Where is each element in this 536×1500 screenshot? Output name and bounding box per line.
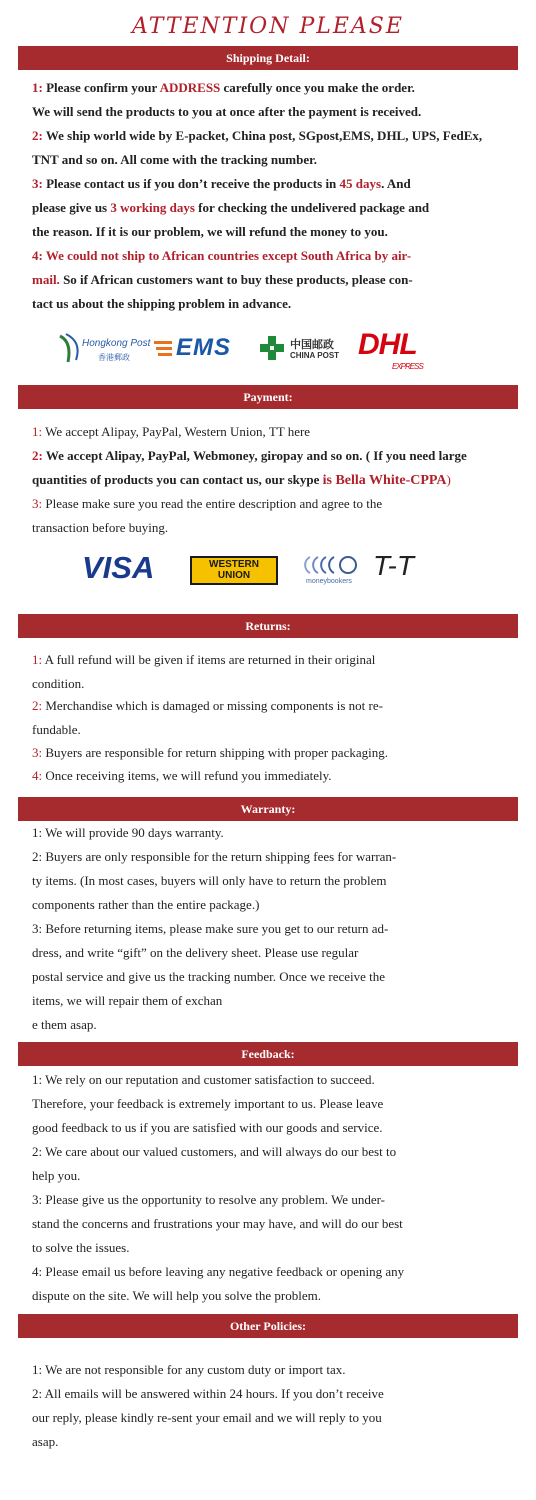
other-policies-line: 2: All emails will be answered within 24 hours. If you don’t receive	[32, 1386, 384, 1401]
tt-logo: T-T	[373, 550, 414, 581]
feedback-line: stand the concerns and frustrations your may have, and will do our best	[32, 1216, 403, 1231]
feedback-line: 4: Please email us before leaving any negative feedback or opening any	[32, 1264, 405, 1279]
page-title: ATTENTION PLEASE	[132, 14, 404, 39]
feedback-section	[18, 1072, 518, 1312]
china-post-icon	[258, 334, 286, 362]
section-header-other-policies: Other Policies:	[18, 1314, 518, 1338]
china-post-logo: 中国邮政 CHINA POST	[258, 334, 358, 370]
shipping-line: 2: We ship world wide by E-packet, China post, SGpost,EMS, DHL, UPS, FedEx,	[32, 128, 483, 143]
moneybookers-logo: moneybookers	[300, 554, 370, 588]
warranty-line: dress, and write “gift” on the delivery sheet. Please use regular	[32, 945, 359, 960]
returns-line: fundable.	[32, 722, 81, 737]
payment-line: 1: We accept Alipay, PayPal, Western Union, TT here	[32, 424, 311, 439]
warranty-line: items, we will repair them of exchan	[32, 993, 223, 1008]
shipping-line: We will send the products to you at once after the payment is received.	[32, 104, 422, 119]
dhl-logo: DHL EXPRESS	[358, 328, 423, 371]
warranty-line: ty items. (In most cases, buyers will only have to return the problem	[32, 873, 387, 888]
payment-line: 3: Please make sure you read the entire description and agree to the	[32, 496, 383, 511]
feedback-line: good feedback to us if you are satisfied with our goods and service.	[32, 1120, 383, 1135]
hongkong-post-logo: Hongkong Post 香港郵政	[58, 330, 158, 370]
returns-line: condition.	[32, 676, 85, 691]
visa-logo: VISA	[82, 550, 155, 585]
other-policies-line: asap.	[32, 1434, 59, 1449]
feedback-line: dispute on the site. We will help you solve the problem.	[32, 1288, 322, 1303]
section-header-payment: Payment:	[18, 385, 518, 409]
shipping-section	[18, 78, 518, 318]
warranty-line: 1: We will provide 90 days warranty.	[32, 825, 224, 840]
moneybookers-icon	[304, 554, 364, 576]
hongkong-post-icon	[58, 332, 84, 364]
returns-line: 1: A full refund will be given if items are returned in their original	[32, 652, 376, 667]
other-policies-line: our reply, please kindly re-sent your email and we will reply to you	[32, 1410, 382, 1425]
section-header-shipping: Shipping Detail:	[18, 46, 518, 70]
warranty-line: components rather than the entire package.)	[32, 897, 260, 912]
other-policies-section	[18, 1362, 518, 1462]
feedback-line: 1: We rely on our reputation and customer satisfaction to succeed.	[32, 1072, 375, 1087]
other-policies-line: 1: We are not responsible for any custom duty or import tax.	[32, 1362, 346, 1377]
feedback-line: Therefore, your feedback is extremely important to us. Please leave	[32, 1096, 384, 1111]
feedback-line: 2: We care about our valued customers, and will always do our best to	[32, 1144, 397, 1159]
payment-line: transaction before buying.	[32, 520, 169, 535]
ems-speed-icon	[154, 338, 176, 362]
warranty-line: e them asap.	[32, 1017, 97, 1032]
shipping-line: tact us about the shipping problem in advance.	[32, 296, 292, 311]
warranty-line: postal service and give us the tracking number. Once we receive the	[32, 969, 386, 984]
returns-line: 4: Once receiving items, we will refund you immediately.	[32, 768, 332, 783]
section-header-warranty: Warranty:	[18, 797, 518, 821]
warranty-line: 2: Buyers are only responsible for the return shipping fees for warran-	[32, 849, 397, 864]
section-header-feedback: Feedback:	[18, 1042, 518, 1066]
shipping-line: 1: Please confirm your ADDRESS carefully once you make the order.	[32, 80, 415, 95]
shipping-line: TNT and so on. All come with the tracking number.	[32, 152, 317, 167]
returns-section	[18, 650, 518, 790]
ems-logo: EMS	[158, 334, 231, 362]
feedback-line: to solve the issues.	[32, 1240, 130, 1255]
payment-logos	[18, 548, 518, 598]
shipping-logos	[18, 322, 518, 376]
shipping-line: mail. So if African customers want to buy these products, please con-	[32, 272, 413, 287]
shipping-line: 3: Please contact us if you don’t receive the products in 45 days. And	[32, 176, 411, 191]
shipping-line: please give us 3 working days for checking the undelivered package and	[32, 200, 430, 215]
warranty-section	[18, 825, 518, 1035]
shipping-line: the reason. If it is our problem, we will refund the money to you.	[32, 224, 388, 239]
payment-line: 2: We accept Alipay, PayPal, Webmoney, giropay and so on. ( If you need large	[32, 448, 467, 463]
shipping-line: 4: We could not ship to African countries except South Africa by air-	[32, 248, 412, 263]
payment-section	[18, 422, 518, 542]
returns-line: 2: Merchandise which is damaged or missing components is not re-	[32, 698, 383, 713]
western-union-logo: WESTERN UNION	[190, 556, 278, 585]
feedback-line: 3: Please give us the opportunity to resolve any problem. We under-	[32, 1192, 385, 1207]
warranty-line: 3: Before returning items, please make sure you get to our return ad-	[32, 921, 389, 936]
payment-line: quantities of products you can contact us, our skype is Bella White-CPPA)	[32, 472, 451, 488]
returns-line: 3: Buyers are responsible for return shipping with proper packaging.	[32, 745, 388, 760]
section-header-returns: Returns:	[18, 614, 518, 638]
feedback-line: help you.	[32, 1168, 81, 1183]
